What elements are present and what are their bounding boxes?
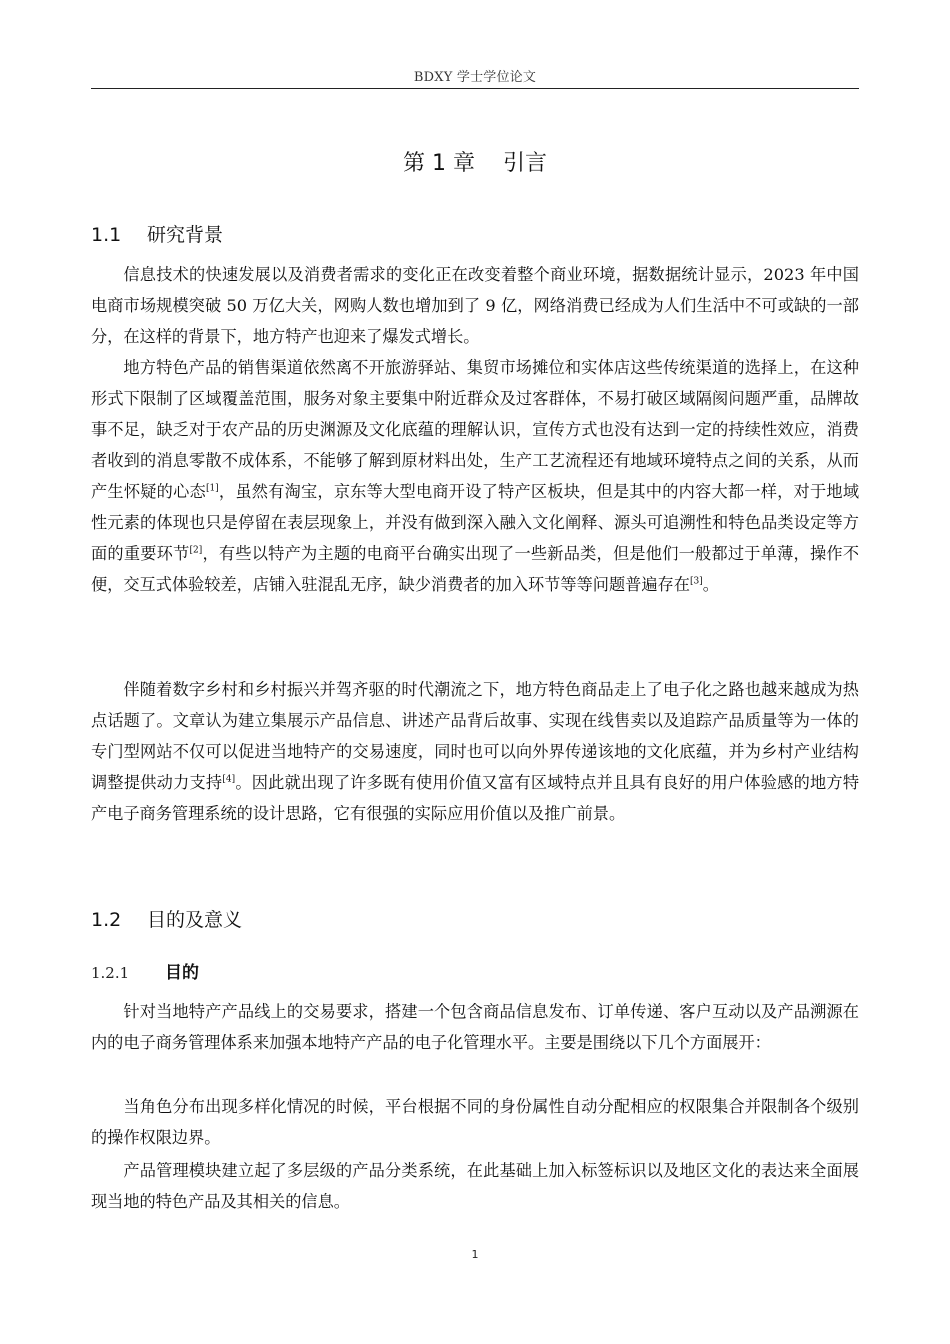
header-rule (91, 88, 859, 89)
paragraph-text: ，虽然有淘宝，京东等大型电商开设了特产区板块，但是其中的内容大都一样，对于地域性元素的体现也只是停留在表层现象上，并没有做到深入融入文化阐释、源头可追溯性和特色品类设定等方面的重要环节 (91, 482, 860, 563)
section-title: 目的及意义 (147, 909, 243, 931)
paragraph-text: 。因此就出现了许多既有使用价值又富有区域特点并且具有良好的用户体验感的地方特产电子商务管理系统的设计思路，它有很强的实际应用价值以及推广前景。 (91, 773, 860, 823)
page-header: BDXY 学士学位论文 (413, 70, 537, 85)
section-heading-1-1 (91, 220, 223, 247)
section-title: 研究背景 (147, 224, 224, 246)
paragraph-purpose-1: 针对当地特产产品线上的交易要求，搭建一个包含商品信息发布、订单传递、客户互动以及产品溯源在内的电子商务管理体系来加强本地特产产品的电子化管理水平。主要是围绕以下几个方面展开： (91, 1002, 859, 1052)
paragraph-background-2 (91, 352, 859, 600)
paragraph-text: 。 (702, 575, 719, 594)
citation-ref-1: [1] (205, 483, 219, 494)
paragraph-text: 地方特色产品的销售渠道依然离不开旅游驿站、集贸市场摊位和实体店这些传统渠道的选择上，在这种形式下限制了区域覆盖范围，服务对象主要集中附近群众及过客群体，不易打破区域隔阂问题严重，品牌故事不足，缺乏对于农产品的历史渊源及文化底蕴的理解认识，宣传方式也没有达到一定的持续性效应，消费者收到的消息零散不成体系，不能够了解到原材料出处，生产工艺流程还有地域环境特点之间的关系，从而产生怀疑的心态 (91, 358, 859, 501)
section-heading-1-2 (91, 905, 242, 932)
citation-ref-2: [2] (189, 545, 203, 556)
page-number: 1 (471, 1248, 479, 1261)
paragraph-text: ，有些以特产为主题的电商平台确实出现了一些新品类，但是他们一般都过于单薄，操作不便，交互式体验较差，店铺入驻混乱无序，缺少消费者的加入环节等等问题普遍存在 (91, 544, 860, 594)
paragraph-background-1: 信息技术的快速发展以及消费者需求的变化正在改变着整个商业环境，据数据统计显示，2023 年中国电商市场规模突破 50 万亿大关，网购人数也增加到了 9 亿，网络消费已经成为人们生活中不可或缺的一部分，在这样的背景下，地方特产也迎来了爆发式增长。 (91, 265, 859, 346)
paragraph-background-3 (91, 674, 859, 829)
section-number: 1.2 (91, 909, 122, 931)
subsection-number: 1.2.1 (91, 964, 130, 982)
chapter-name: 引言 (502, 151, 547, 176)
paragraph-purpose-3: 产品管理模块建立起了多层级的产品分类系统，在此基础上加入标签标识以及地区文化的表达来全面展现当地的特色产品及其相关的信息。 (91, 1161, 859, 1211)
citation-ref-3: [3] (689, 576, 703, 587)
chapter-number: 第 1 章 (403, 151, 475, 176)
section-number: 1.1 (91, 224, 122, 246)
paragraph-text: 伴随着数字乡村和乡村振兴并驾齐驱的时代潮流之下，地方特色商品走上了电子化之路也越来越成为热点话题了。文章认为建立集展示产品信息、讲述产品背后故事、实现在线售卖以及追踪产品质量等为一体的专门型网站不仅可以促进当地特产的交易速度，同时也可以向外界传递该地的文化底蕴，并为乡村产业结构调整提供动力支持 (91, 680, 859, 792)
chapter-title (91, 146, 859, 177)
subsection-title: 目的 (165, 963, 199, 983)
subsection-heading-1-2-1 (91, 958, 199, 983)
paragraph-purpose-2: 当角色分布出现多样化情况的时候，平台根据不同的身份属性自动分配相应的权限集合并限制各个级别的操作权限边界。 (91, 1097, 859, 1147)
citation-ref-4: [4] (222, 774, 236, 785)
